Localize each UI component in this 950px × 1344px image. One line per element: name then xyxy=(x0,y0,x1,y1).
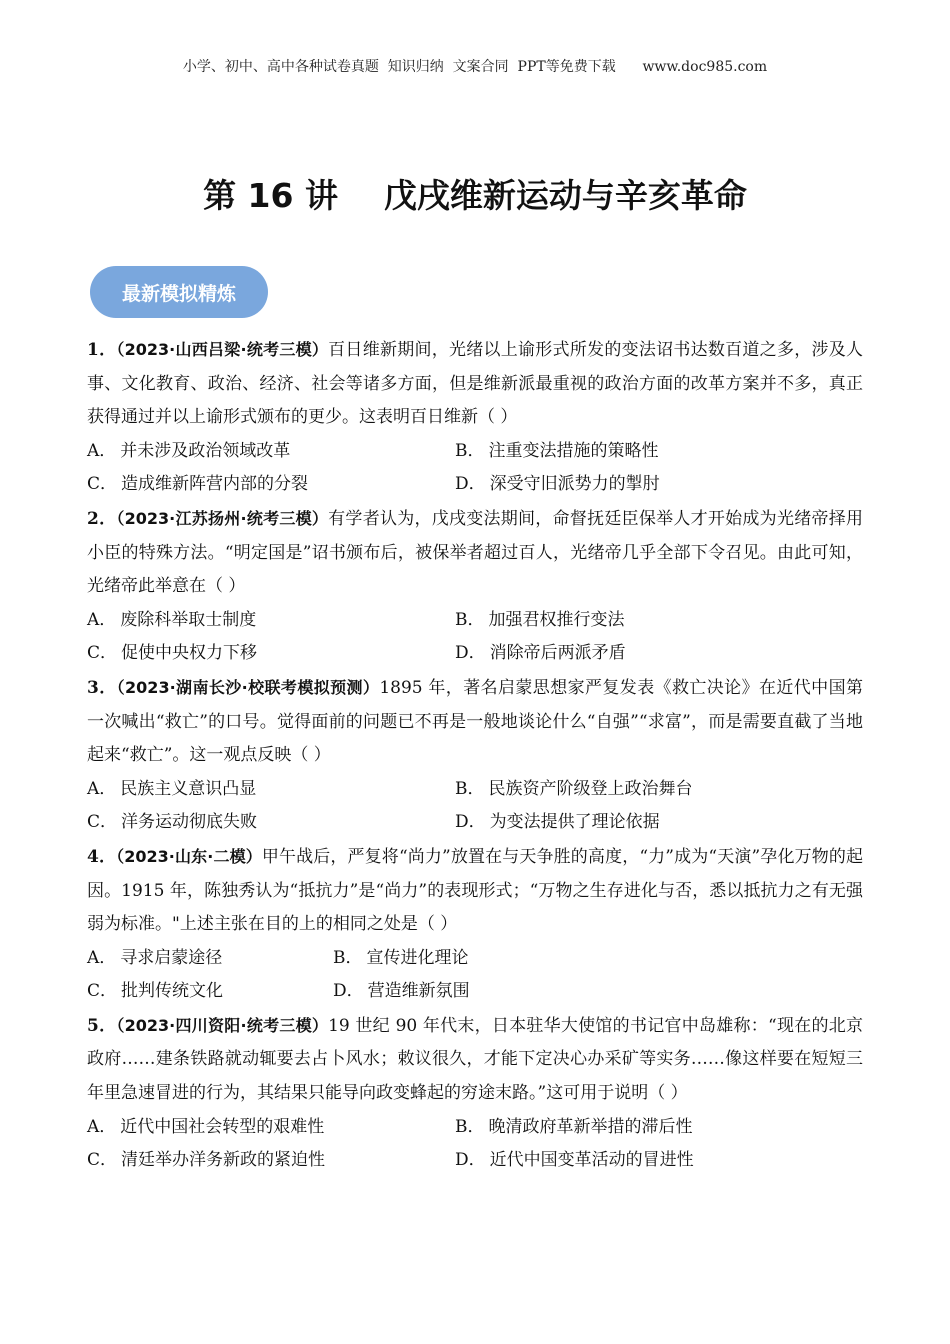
option-b: B． 加强君权推行变法 xyxy=(455,609,625,630)
question-number: 2． xyxy=(87,508,117,529)
question-number: 4． xyxy=(87,846,117,867)
question-number: 5． xyxy=(87,1015,117,1036)
option-b: B． 注重变法措施的策略性 xyxy=(455,440,659,461)
question-stem xyxy=(87,840,863,942)
question-stem xyxy=(87,333,863,435)
question-text: 甲午战后，严复将“尚力”放置在与天争胜的高度，“力”成为“天演”孕化万物的起因。1915 年，陈独秀认为“抵抗力”是“尚力”的表现形式；“万物之生存进化与否，悉以抵抗力之有无强弱为标准。"上述主张在目的上的相同之处是（ ） xyxy=(87,846,863,935)
option-b: B． 民族资产阶级登上政治舞台 xyxy=(455,778,693,799)
option-a: A． 近代中国社会转型的艰难性 xyxy=(87,1116,325,1137)
option-list xyxy=(87,1111,863,1178)
option-list xyxy=(87,604,863,671)
question-number: 3． xyxy=(87,677,117,698)
option-b: B． 宣传进化理论 xyxy=(333,947,469,968)
option-list xyxy=(87,942,863,1009)
option-a: A． 废除科举取士制度 xyxy=(87,609,257,630)
question-source: （2023·湖南长沙·校联考模拟预测） xyxy=(116,677,380,697)
question-text: 百日维新期间，光绪以上谕形式所发的变法诏书达数百道之多，涉及人事、文化教育、政治、经济、社会等诸多方面，但是维新派最重视的政治方面的改革方案并不多，真正获得通过并以上谕形式颁布的更少。这表明百日维新（ ） xyxy=(87,340,863,428)
option-d: D． 深受守旧派势力的掣肘 xyxy=(455,474,660,495)
question-source: （2023·山西吕梁·统考三模） xyxy=(116,340,329,359)
option-a: A． 民族主义意识凸显 xyxy=(87,778,257,799)
option-d: D． 为变法提供了理论依据 xyxy=(455,812,660,833)
question-2 xyxy=(87,502,863,671)
page-title: 第 16 讲 戊戌维新运动与辛亥革命 xyxy=(203,176,747,215)
option-d: D． 近代中国变革活动的冒进性 xyxy=(455,1150,694,1171)
question-text: 1895 年，著名启蒙思想家严复发表《救亡决论》在近代中国第一次喊出“救亡”的口号。觉得面前的问题已不再是一般地谈论什么“自强”“求富”，而是需要直截了当地起来“救亡”。这一观点反映（ ） xyxy=(87,677,863,766)
question-5 xyxy=(87,1009,863,1178)
option-c: C． 批判传统文化 xyxy=(87,981,224,1002)
question-3 xyxy=(87,671,863,840)
question-list xyxy=(87,333,863,1178)
option-b: B． 晚清政府革新举措的滞后性 xyxy=(455,1116,693,1137)
question-text: 19 世纪 90 年代末，日本驻华大使馆的书记官中岛雄称：“现在的北京政府……建条铁路就动辄要去占卜风水；敕议很久，才能下定决心办采矿等实务……像这样要在短短三年里急速冒进的行为，其结果只能导向政变蜂起的穷途末路。”这可用于说明（ ） xyxy=(87,1015,863,1104)
option-a: A． 并未涉及政治领域改革 xyxy=(87,440,291,461)
option-c: C． 洋务运动彻底失败 xyxy=(87,812,258,833)
question-text: 有学者认为，戊戌变法期间，命督抚廷臣保举人才开始成为光绪帝择用小臣的特殊方法。“明定国是”诏书颁布后，被保举者超过百人，光绪帝几乎全部下令召见。由此可知，光绪帝此举意在（ ） xyxy=(87,508,863,597)
option-c: C． 造成维新阵营内部的分裂 xyxy=(87,474,309,495)
page-header: 小学、初中、高中各种试卷真题 知识归纳 文案合同 PPT等免费下载 www.doc985.com xyxy=(182,59,768,75)
question-source: （2023·四川资阳·统考三模） xyxy=(116,1015,329,1035)
question-stem xyxy=(87,1009,863,1111)
option-list xyxy=(87,773,863,840)
option-c: C． 清廷举办洋务新政的紧迫性 xyxy=(87,1150,326,1171)
option-d: D． 营造维新氛围 xyxy=(333,981,470,1002)
option-d: D． 消除帝后两派矛盾 xyxy=(455,643,626,664)
section-badge: 最新模拟精炼 xyxy=(90,266,268,318)
question-number: 1． xyxy=(87,340,117,360)
option-c: C． 促使中央权力下移 xyxy=(87,643,258,664)
question-stem xyxy=(87,671,863,773)
question-stem xyxy=(87,502,863,604)
question-1 xyxy=(87,333,863,502)
option-a: A． 寻求启蒙途径 xyxy=(87,947,223,968)
question-source: （2023·江苏扬州·统考三模） xyxy=(116,508,329,528)
question-source: （2023·山东·二模） xyxy=(116,846,262,866)
question-4 xyxy=(87,840,863,1009)
option-list xyxy=(87,435,863,502)
